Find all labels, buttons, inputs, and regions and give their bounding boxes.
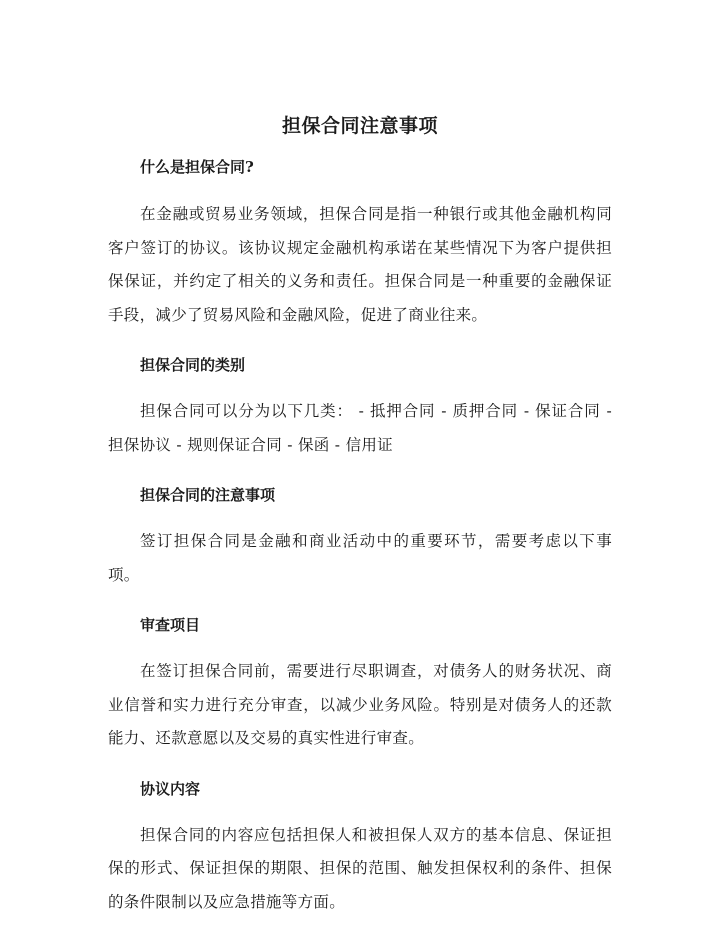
document-title: 担保合同注意事项 <box>281 115 438 137</box>
section-paragraph-review: 在签订担保合同前，需要进行尽职调查，对债务人的财务状况、商业信誉和实力进行充分审查，以减少业务风险。特别是对债务人的还款能力、还款意愿以及交易的真实性进行审查。 <box>108 662 612 747</box>
section-heading-review: 审查项目 <box>140 616 201 634</box>
section-heading-notes: 担保合同的注意事项 <box>140 486 276 504</box>
section-paragraph-agreement: 担保合同的内容应包括担保人和被担保人双方的基本信息、保证担保的形式、保证担保的期限、担保的范围、触发担保权利的条件、担保的条件限制以及应急措施等方面。 <box>108 825 612 911</box>
section-heading-categories: 担保合同的类别 <box>140 356 246 374</box>
section-paragraph-what-is: 在金融或贸易业务领域，担保合同是指一种银行或其他金融机构同客户签订的协议。该协议规定金融机构承诺在某些情况下为客户提供担保保证，并约定了相关的义务和责任。担保合同是一种重要的金融保证手段，减少了贸易风险和金融风险，促进了商业往来。 <box>108 205 612 324</box>
section-paragraph-categories: 担保合同可以分为以下几类： - 抵押合同 - 质押合同 - 保证合同 - 担保协议 - 规则保证合同 - 保函 - 信用证 <box>108 402 612 454</box>
section-heading-what-is: 什么是担保合同? <box>140 158 254 176</box>
section-paragraph-notes: 签订担保合同是金融和商业活动中的重要环节，需要考虑以下事项。 <box>108 532 612 584</box>
section-heading-agreement: 协议内容 <box>140 779 201 798</box>
